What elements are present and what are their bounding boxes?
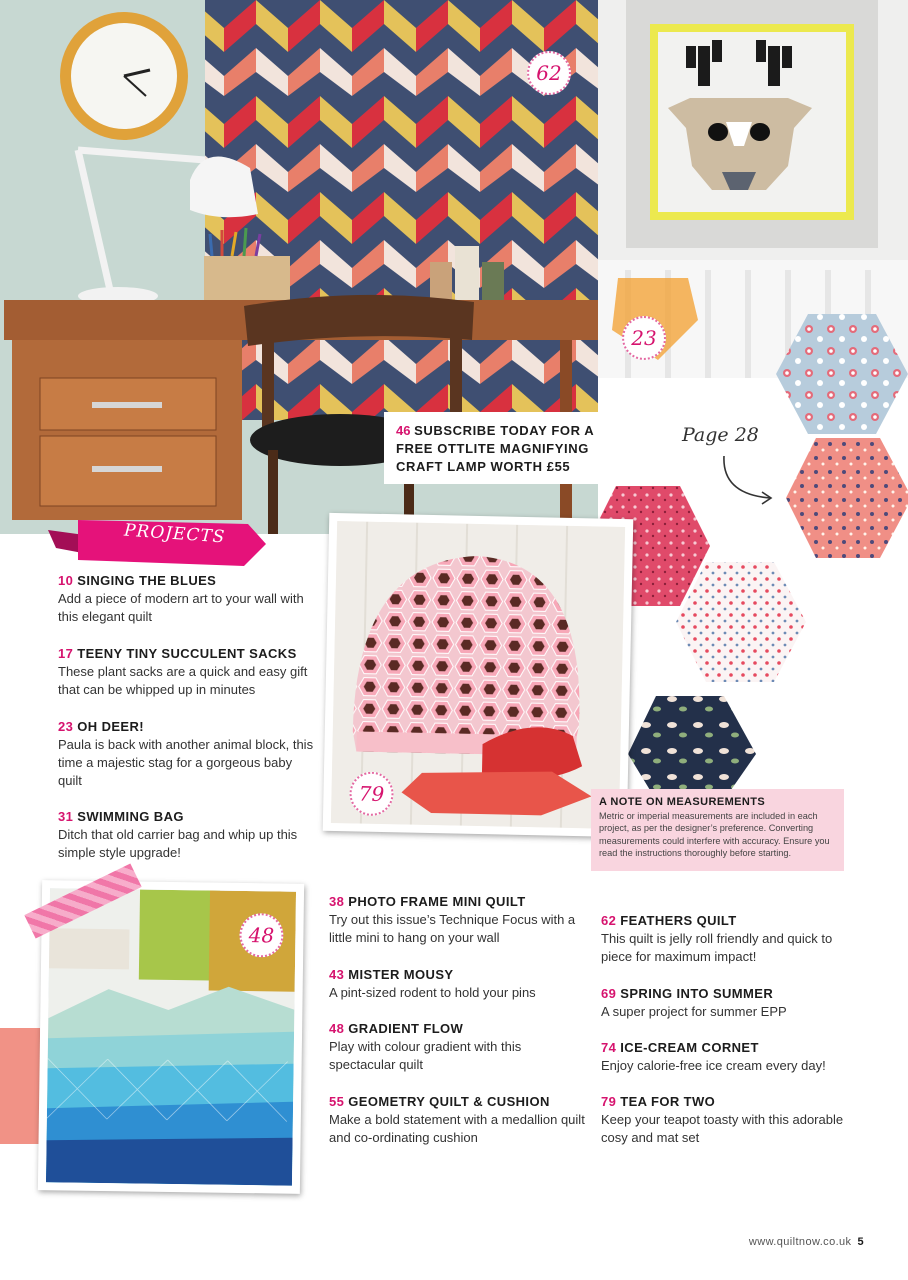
article-page: 74 — [601, 1040, 617, 1055]
article-page: 10 — [58, 573, 74, 588]
page-badge-79: 79 — [349, 771, 394, 816]
page-badge-62: 62 — [527, 51, 571, 95]
article-teeny-tiny-succulent-sacks[interactable] — [58, 645, 318, 699]
subscribe-page-number: 46 — [396, 423, 411, 438]
article-mister-mousy[interactable] — [329, 966, 589, 1002]
website-url[interactable]: www.quiltnow.co.uk — [748, 1236, 852, 1248]
article-page: 62 — [601, 913, 617, 928]
article-title: GEOMETRY QUILT & CUSHION — [348, 1094, 550, 1109]
article-page: 79 — [601, 1094, 617, 1109]
article-title: OH DEER! — [77, 719, 145, 734]
page-footer — [749, 1236, 864, 1248]
article-page: 31 — [58, 809, 74, 824]
page-number: 5 — [857, 1236, 864, 1248]
note-title: A NOTE ON MEASUREMENTS — [599, 796, 766, 808]
article-singing-the-blues[interactable] — [58, 572, 318, 626]
subscribe-offer[interactable] — [384, 412, 612, 484]
article-page: 38 — [329, 894, 345, 909]
article-page: 69 — [601, 986, 617, 1001]
article-title: MISTER MOUSY — [348, 967, 454, 982]
coral-fabric-edge — [0, 1028, 40, 1144]
article-description: A super project for summer EPP — [601, 1004, 787, 1019]
article-description: Try out this issue’s Technique Focus with a little mini to hang on your wall — [329, 912, 576, 945]
curved-arrow-icon — [718, 452, 778, 508]
subscribe-text: SUBSCRIBE TODAY FOR A FREE OTTLITE MAGNIFYING CRAFT LAMP WORTH £55 — [396, 423, 594, 474]
article-description: Keep your teapot toasty with this adorable cosy and mat set — [601, 1112, 844, 1145]
projects-label: PROJECTS — [123, 520, 226, 548]
article-gradient-flow[interactable] — [329, 1020, 589, 1074]
article-title: FEATHERS QUILT — [620, 913, 737, 928]
article-feathers-quilt[interactable] — [601, 912, 851, 966]
article-title: GRADIENT FLOW — [348, 1021, 464, 1036]
article-description: Enjoy calorie-free ice cream every day! — [601, 1058, 826, 1073]
article-title: ICE-CREAM CORNET — [620, 1040, 759, 1055]
article-description: Play with colour gradient with this spectacular quilt — [329, 1039, 522, 1072]
article-swimming-bag[interactable] — [58, 808, 318, 862]
article-page: 48 — [329, 1021, 345, 1036]
page-28-annotation: Page 28 — [682, 424, 759, 446]
article-title: SWIMMING BAG — [77, 809, 184, 824]
article-ice-cream-cornet[interactable] — [601, 1039, 851, 1075]
article-description: Add a piece of modern art to your wall with this elegant quilt — [58, 591, 304, 624]
page-badge-48: 48 — [239, 913, 284, 958]
article-description: This quilt is jelly roll friendly and quick to piece for maximum impact! — [601, 931, 833, 964]
article-page: 23 — [58, 719, 74, 734]
article-title: SINGING THE BLUES — [77, 573, 217, 588]
note-body: Metric or imperial measurements are included in each project, as per the designer’s preference. Converting measurements could interfere with accuracy. Ensure you read the instructions thoroughly before starting. — [599, 811, 830, 859]
article-description: A pint-sized rodent to hold your pins — [329, 985, 536, 1000]
article-description: These plant sacks are a quick and easy gift that can be whipped up in minutes — [58, 664, 308, 697]
article-title: PHOTO FRAME MINI QUILT — [348, 894, 526, 909]
article-title: TEENY TINY SUCCULENT SACKS — [77, 646, 297, 661]
article-page: 43 — [329, 967, 345, 982]
tea-cosy-photo — [323, 513, 634, 837]
article-page: 17 — [58, 646, 74, 661]
gradient-quilt-photo — [38, 880, 304, 1194]
page-badge-23: 23 — [622, 316, 666, 360]
article-oh-deer[interactable] — [58, 718, 318, 790]
article-photo-frame-mini-quilt[interactable] — [329, 893, 589, 947]
article-description: Make a bold statement with a medallion quilt and co-ordinating cushion — [329, 1112, 585, 1145]
article-title: TEA FOR TWO — [620, 1094, 716, 1109]
article-description: Paula is back with another animal block, this time a majestic stag for a gorgeous baby quilt — [58, 737, 314, 788]
article-geometry-quilt-cushion[interactable] — [329, 1093, 589, 1147]
article-spring-into-summer[interactable] — [601, 985, 851, 1021]
article-title: SPRING INTO SUMMER — [620, 986, 774, 1001]
article-tea-for-two[interactable] — [601, 1093, 851, 1147]
projects-section-banner — [48, 514, 266, 566]
measurements-note — [591, 789, 844, 871]
article-page: 55 — [329, 1094, 345, 1109]
article-description: Ditch that old carrier bag and whip up this simple style upgrade! — [58, 827, 298, 860]
